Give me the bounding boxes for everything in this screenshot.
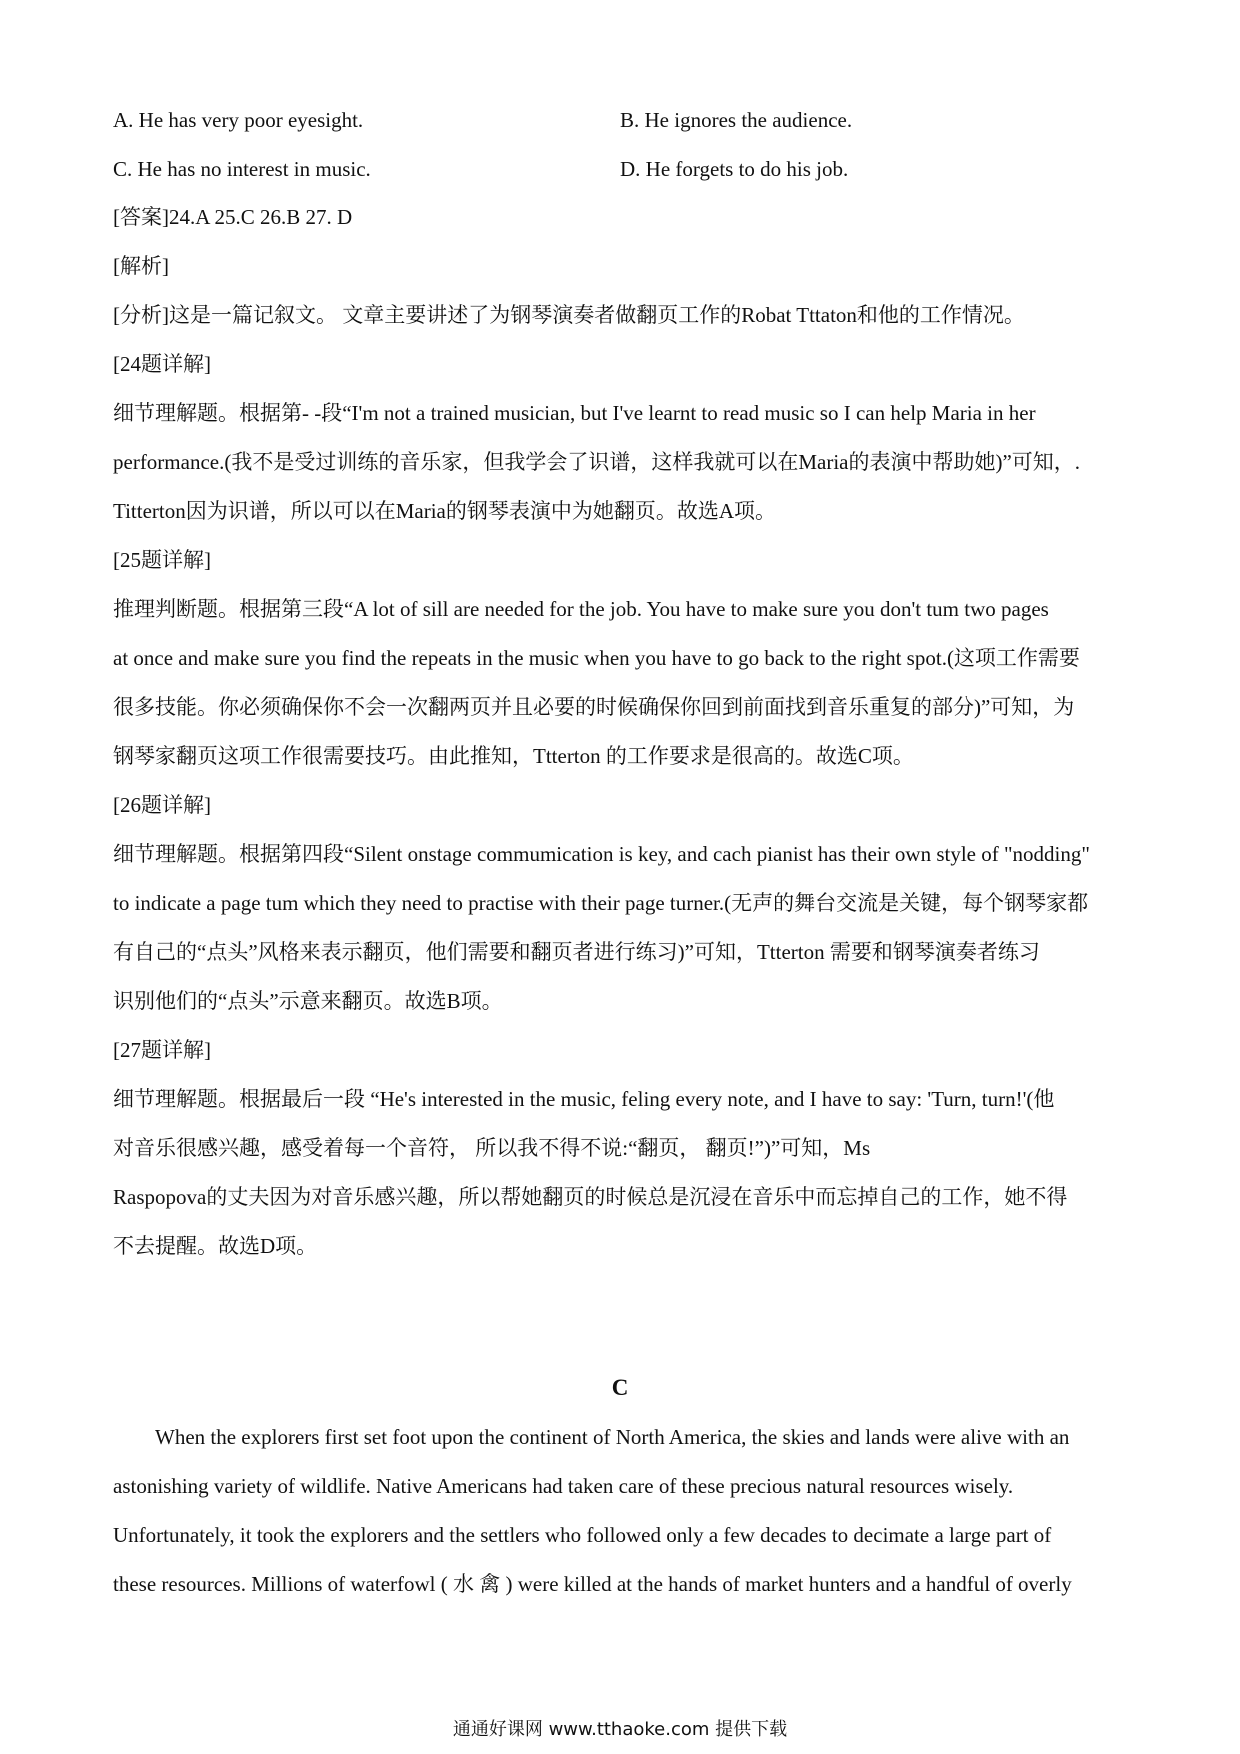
option-d: D. He forgets to do his job. bbox=[620, 157, 849, 181]
q27-line-4: 不去提醒。故选D项。 bbox=[113, 1234, 318, 1258]
page-footer: 通通好课网 www.tthaoke.com 提供下载 bbox=[452, 1719, 788, 1740]
q25-heading: [25题详解] bbox=[113, 548, 211, 572]
analysis-label: [解析] bbox=[113, 254, 169, 278]
option-a: A. He has very poor eyesight. bbox=[113, 108, 364, 132]
q27-line-2: 对音乐很感兴趣，感受着每一个音符， 所以我不得不说:“翻页， 翻页!”)”可知，Ms bbox=[113, 1136, 871, 1160]
q25-line-1: 推理判断题。根据第三段“A lot of sill are needed for the job. You have to make sure you don't tum two pages bbox=[113, 597, 1049, 621]
q24-line-2: performance.(我不是受过训练的音乐家，但我学会了识谱，这样我就可以在Maria的表演中帮助她)”可知，. bbox=[113, 450, 1081, 474]
q26-line-3: 有自己的“点头”风格来表示翻页，他们需要和翻页者进行练习)”可知，Ttterton 需要和钢琴演奏者练习 bbox=[113, 940, 1040, 964]
q26-line-4: 识别他们的“点头”示意来翻页。故选B项。 bbox=[113, 989, 503, 1013]
option-b: B. He ignores the audience. bbox=[620, 108, 853, 132]
section-c-title: C bbox=[611, 1375, 629, 1400]
q26-heading: [26题详解] bbox=[113, 793, 211, 817]
answer-line: [答案]24.A 25.C 26.B 27. D bbox=[113, 205, 353, 229]
q27-heading: [27题详解] bbox=[113, 1038, 211, 1062]
section-c-line-1: When the explorers first set foot upon the continent of North America, the skies and lands were alive with an bbox=[155, 1425, 1070, 1449]
q25-line-4: 钢琴家翻页这项工作很需要技巧。由此推知，Ttterton 的工作要求是很高的。故选C项。 bbox=[113, 744, 914, 768]
q24-line-1: 细节理解题。根据第- -段“I'm not a trained musician, but I've learnt to read music so I can help Maria in her bbox=[113, 401, 1036, 425]
q24-line-3: Titterton因为识谱，所以可以在Maria的钢琴表演中为她翻页。故选A项。 bbox=[113, 499, 777, 523]
q27-line-1: 细节理解题。根据最后一段 “He's interested in the music, feling every note, and I have to say: 'Turn, turn!'(他 bbox=[113, 1087, 1055, 1111]
q26-line-1: 细节理解题。根据第四段“Silent onstage commumication is key, and cach pianist has their own style of "nodding" bbox=[113, 842, 1090, 866]
section-c-line-4: these resources. Millions of waterfowl ( 水 禽 ) were killed at the hands of market hunters and a handful of overly bbox=[113, 1572, 1072, 1596]
q25-line-2: at once and make sure you find the repeats in the music when you have to go back to the right spot.(这项工作需要 bbox=[113, 646, 1080, 670]
q24-heading: [24题详解] bbox=[113, 352, 211, 376]
option-c: C. He has no interest in music. bbox=[113, 157, 371, 181]
q26-line-2: to indicate a page tum which they need to practise with their page turner.(无声的舞台交流是关键，每个钢琴家都 bbox=[113, 891, 1089, 915]
section-c-line-2: astonishing variety of wildlife. Native Americans had taken care of these precious natural resources wisely. bbox=[113, 1474, 1014, 1498]
summary-line: [分析]这是一篇记叙文。 文章主要讲述了为钢琴演奏者做翻页工作的Robat Tttaton和他的工作情况。 bbox=[113, 303, 1025, 327]
q25-line-3: 很多技能。你必须确保你不会一次翻两页并且必要的时候确保你回到前面找到音乐重复的部分)”可知，为 bbox=[113, 695, 1075, 719]
section-c-line-3: Unfortunately, it took the explorers and the settlers who followed only a few decades to decimate a large part of bbox=[113, 1523, 1052, 1547]
q27-line-3: Raspopova的丈夫因为对音乐感兴趣，所以帮她翻页的时候总是沉浸在音乐中而忘掉自己的工作，她不得 bbox=[113, 1185, 1068, 1209]
